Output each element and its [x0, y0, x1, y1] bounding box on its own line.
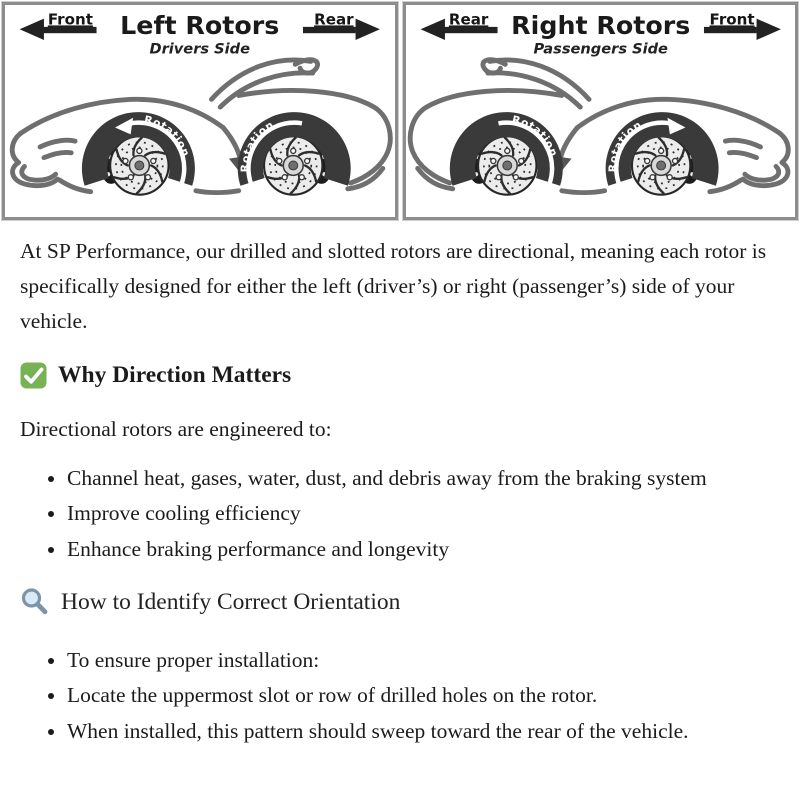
rear-label: Rear: [314, 10, 354, 29]
intro-paragraph: At SP Performance, our drilled and slotted rotors are directional, meaning each rotor is specifically designed for either the left (driver’s) or right (passenger’s) side of your vehicle.: [20, 239, 767, 333]
list-item: • Enhance braking performance and longevity: [67, 532, 770, 566]
list-item: • Channel heat, gases, water, dust, and debris away from the braking system: [67, 461, 770, 495]
list-item: • When installed, this pattern should sweep toward the rear of the vehicle.: [67, 714, 770, 748]
panel-title: Right Rotors: [510, 11, 690, 41]
panel-subtitle: Passengers Side: [533, 40, 668, 58]
front-label: Front: [708, 10, 755, 29]
rear-label: Rear: [448, 10, 488, 29]
panel-title: Left Rotors: [120, 11, 280, 41]
why-direction-matters-heading: [20, 362, 770, 389]
how-to-identify-heading: [20, 587, 770, 617]
rotation-label-front-wheel: Rotation: [143, 112, 193, 159]
section-heading-text: How to Identify Correct Orientation: [61, 588, 401, 615]
rotation-label-front-wheel: Rotation: [605, 118, 644, 173]
list-item: • Locate the uppermost slot or row of drilled holes on the rotor.: [67, 678, 770, 712]
left-car-illustration: [5, 5, 395, 217]
section-heading-text: Why Direction Matters: [58, 362, 292, 389]
engineered-to-lead: Directional rotors are engineered to:: [20, 417, 332, 442]
right-rotors-panel: [403, 2, 799, 220]
front-label: Front: [47, 10, 93, 29]
magnifying-glass-icon: [20, 587, 50, 617]
rotation-label-rear-wheel: Rotation: [510, 112, 560, 159]
list-item: • To ensure proper installation:: [67, 643, 770, 677]
list-item: • Improve cooling efficiency: [67, 496, 770, 530]
why-direction-bullet-list: [20, 461, 770, 566]
rotation-label-rear-wheel: Rotation: [238, 118, 277, 173]
how-to-identify-bullet-list: [20, 643, 770, 748]
article-body: [0, 220, 800, 748]
panel-subtitle: Drivers Side: [149, 40, 251, 58]
right-car-illustration: [406, 5, 796, 217]
check-mark-icon: [20, 362, 47, 389]
rotor-direction-diagram: [0, 0, 800, 220]
left-rotors-panel: [2, 2, 398, 220]
